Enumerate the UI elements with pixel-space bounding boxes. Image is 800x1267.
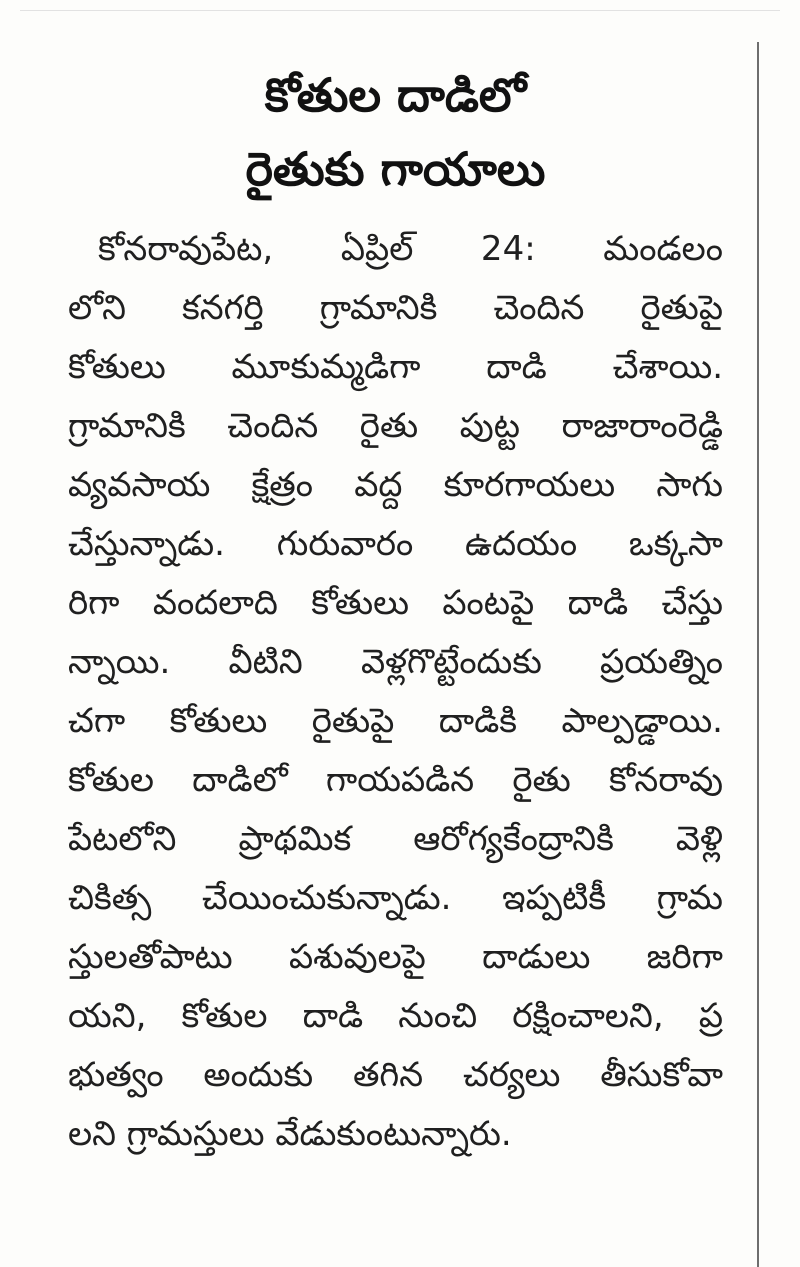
body-line: చగా కోతులు రైతుపై దాడికి పాల్పడ్డాయి. — [68, 701, 723, 741]
headline-line-1: కోతుల దాడిలో — [264, 68, 527, 122]
body-line: కోతుల దాడిలో గాయపడిన రైతు కోనరావు — [68, 760, 723, 800]
body-line: రిగా వందలాది కోతులు పంటపై దాడి చేస్తు — [68, 583, 723, 623]
column-divider — [757, 42, 759, 1267]
body-line: చేస్తున్నాడు. గురువారం ఉదయం ఒక్కసా — [68, 524, 723, 564]
body-line: లోని కనగర్తి గ్రామానికి చెందిన రైతుపై — [68, 288, 723, 328]
top-divider — [20, 10, 780, 11]
article-body — [68, 220, 723, 1164]
body-line: స్తులతోపాటు పశువులపై దాడులు జరిగా — [68, 937, 723, 977]
body-line: భుత్వం అందుకు తగిన చర్యలు తీసుకోవా — [68, 1055, 723, 1095]
body-line: గ్రామానికి చెందిన రైతు పుట్ట రాజారాంరెడ్డి — [68, 406, 723, 446]
body-line: పేటలోని ప్రాథమిక ఆరోగ్యకేంద్రానికి వెళ్లి — [68, 819, 723, 859]
body-line: చికిత్స చేయించుకున్నాడు. ఇప్పటికీ గ్రామ — [68, 878, 723, 918]
body-line: కోనరావుపేట, ఏప్రిల్ 24: మండలం — [98, 229, 723, 269]
news-article — [68, 58, 723, 1164]
body-line: లని గ్రామస్తులు వేడుకుంటున్నారు. — [68, 1114, 512, 1154]
body-line: యని, కోతుల దాడి నుంచి రక్షించాలని, ప్ర — [68, 996, 723, 1036]
body-line: కోతులు మూకుమ్మడిగా దాడి చేశాయి. — [68, 347, 723, 387]
headline-line-2: రైతుకు గాయాలు — [245, 142, 546, 196]
body-line: న్నాయి. వీటిని వెళ్లగొట్టేందుకు ప్రయత్నిం — [68, 642, 723, 682]
body-line: వ్యవసాయ క్షేత్రం వద్ద కూరగాయలు సాగు — [68, 465, 723, 505]
headline — [68, 58, 723, 206]
